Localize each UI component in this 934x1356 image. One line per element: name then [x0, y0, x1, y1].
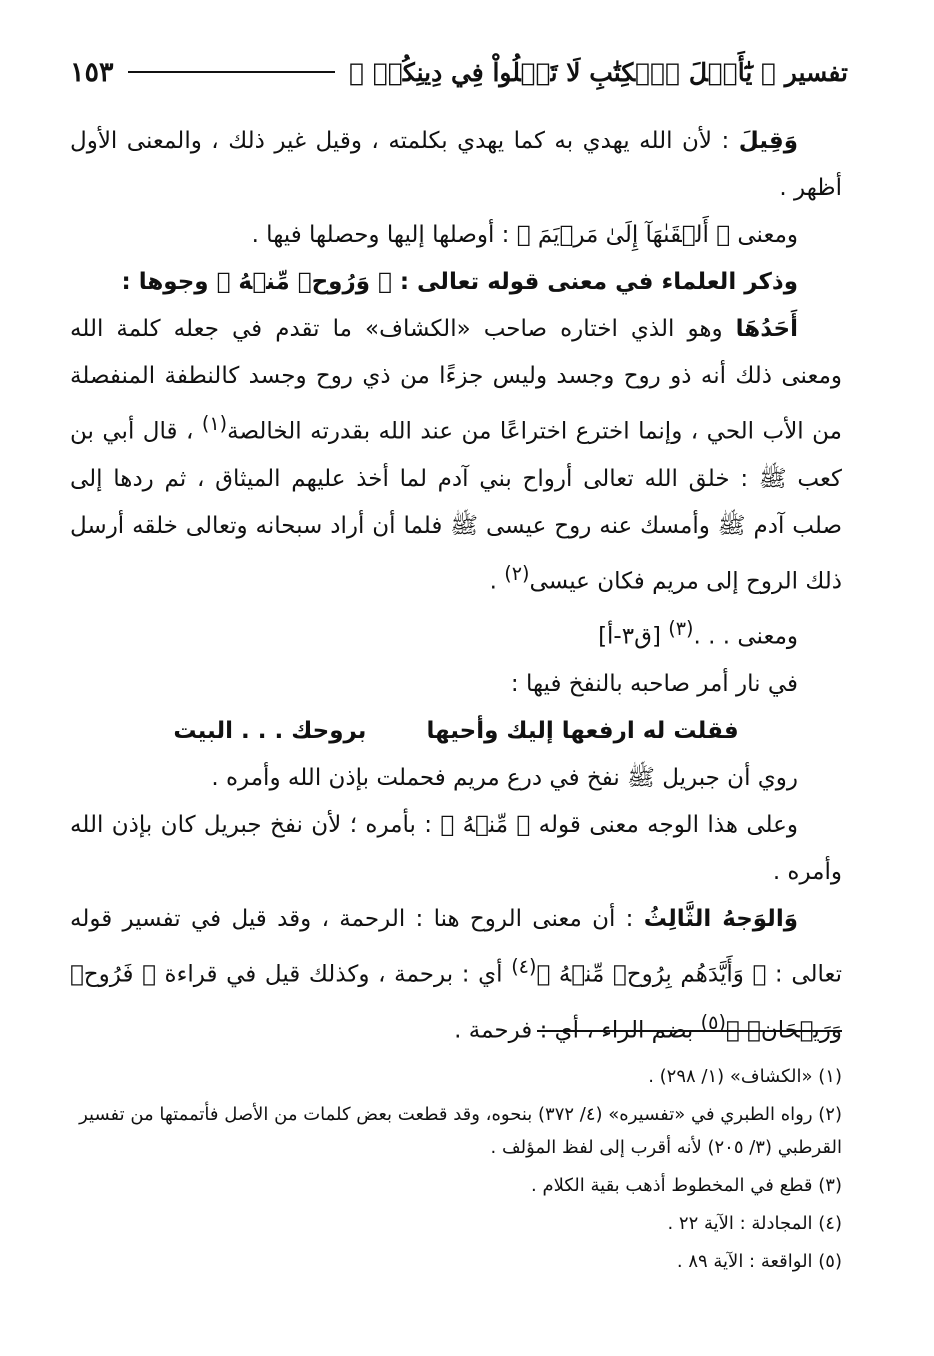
page-number: ١٥٣: [70, 56, 114, 88]
footnote-marker-1: (١): [201, 412, 228, 435]
paragraph-4-text-cont: ، قال أبي بن كعب ﷺ : خلق الله تعالى أرواح بني آدم لما أخذ عليهم الميثاق ، ثم ردها إلى صلب آدم ﷺ وأمسك عنه روح عيسى ﷺ فلما أن أراد سبحانه وتعالى خلقه أرسل ذلك الروح إلى مريم فكان عيسى: [70, 418, 842, 595]
footnotes: [70, 1060, 842, 1283]
header-rule: [128, 71, 336, 73]
keyword-ahaduha: أَحَدُهَا: [735, 316, 798, 342]
paragraph-9-text-cont: أي : برحمة ، وكذلك قيل في قراءة ﴿ فَرُوحٞ وَرَيۡحَانٞ ﴾: [70, 961, 842, 1044]
manuscript-folio-ref: [ق٣-أ]: [598, 623, 661, 650]
footnote-5: (٥) الواقعة : الآية ٨٩ .: [676, 1251, 842, 1272]
paragraph-5-text: ومعنى . . .: [693, 623, 798, 650]
verse-second-hemistich: بروحك . . . البيت: [173, 717, 367, 744]
footnote-separator: [537, 1030, 842, 1032]
paragraph-9-text: : أن معنى الروح هنا : الرحمة ، وقد قيل في تفسير قوله تعالى : ﴿ وَأَيَّدَهُم بِرُوحٖ مِّنۡهُ ﴾: [70, 905, 843, 988]
poetry-verse: [70, 708, 842, 755]
keyword-third-aspect: وَالوَجهُ الثَّالِثُ: [643, 905, 798, 932]
header-title: تفسير ﴿ يَٰٓأَهۡلَ ٱلۡكِتَٰبِ لَا تَغۡلُواْ فِي دِينِكُمۡ ﴾: [349, 57, 848, 87]
paragraph-1-text: : لأن الله يهدي به كما يهدي بكلمته ، وقيل غير ذلك ، والمعنى الأول أظهر .: [70, 128, 842, 201]
paragraph-2: ومعنى ﴿ أَلۡقَىٰهَآ إِلَىٰ مَرۡيَمَ ﴾ : أوصلها إليها وحصلها فيها .: [251, 222, 798, 248]
paragraph-3: وذكر العلماء في معنى قوله تعالى : ﴿ وَرُوحٞ مِّنۡهُ ﴾ وجوها :: [121, 269, 798, 295]
footnote-4: (٤) المجادلة : الآية ٢٢ .: [667, 1213, 842, 1234]
running-header: [70, 52, 848, 92]
footnote-marker-5: (٥): [700, 1010, 726, 1034]
paragraph-4: أَحَدُهَا وهو الذي اختاره صاحب «الكشاف» ما تقدم في جعله كلمة الله ومعنى ذلك أنه ذو روح وجسد وليس جزءًا من ذي روح وجسد كالنطفة المنفصلة من الأب الحي ، وإنما اخترع اختراعًا من عند الله بقدرته الخالصة$^{(١)}$ ، قال أبي بن كعب ﷺ : خلق الله تعالى أرواح بني آدم لما أخذ عليهم الميثاق ، ثم ردها إلى صلب آدم ﷺ وأمسك عنه روح عيسى ﷺ فلما أن أراد سبحانه وتعالى خلقه أرسل ذلك الروح إلى مريم فكان عيسى$^{(٢)}$ .: [70, 316, 842, 595]
paragraph-4-text: وهو الذي اختاره صاحب «الكشاف» ما تقدم في جعله كلمة الله ومعنى ذلك أنه ذو روح وجسد وليس جزءًا من ذي روح وجسد كالنطفة المنفصلة من الأب الحي ، وإنما اخترع اختراعًا من عند الله بقدرته الخالصة: [70, 316, 842, 445]
main-text: [70, 118, 842, 1054]
paragraph-7: روي أن جبريل ﷺ نفخ في درع مريم فحملت بإذن الله وأمره .: [211, 764, 798, 791]
paragraph-8: وعلى هذا الوجه معنى قوله ﴿ مِّنۡهُ ﴾ : بأمره ؛ لأن نفخ جبريل كان بإذن الله وأمره .: [70, 811, 842, 885]
verse-first-hemistich: فقلت له ارفعها إليك وأحيها: [426, 717, 739, 744]
footnote-marker-3: (٣): [668, 617, 694, 641]
paragraph-6: في نار أمر صاحبه بالنفخ فيها :: [510, 670, 798, 697]
paragraph-5: [70, 605, 842, 661]
footnote-2: (٢) رواه الطبري في «تفسيره» (٤/ ٣٧٢) بنحوه، وقد قطعت بعض كلمات من الأصل فأتممتها من تفسير القرطبي (٣/ ٢٠٥) لأنه أقرب إلى لفظ المؤلف .: [79, 1104, 842, 1158]
paragraph-9-text-end: بضم الراء ، أي : فرحمة .: [454, 1017, 694, 1044]
footnote-marker-4: (٤): [511, 954, 537, 978]
paragraph-1: [70, 118, 842, 212]
footnote-marker-2: (٢): [504, 561, 530, 585]
footnote-1: (١) «الكشاف» (١/ ٢٩٨) .: [648, 1066, 842, 1087]
keyword-wa-qila: وَقِيلَ: [738, 128, 798, 154]
footnote-3: (٣) قطع في المخطوط أذهب بقية الكلام .: [531, 1175, 842, 1196]
